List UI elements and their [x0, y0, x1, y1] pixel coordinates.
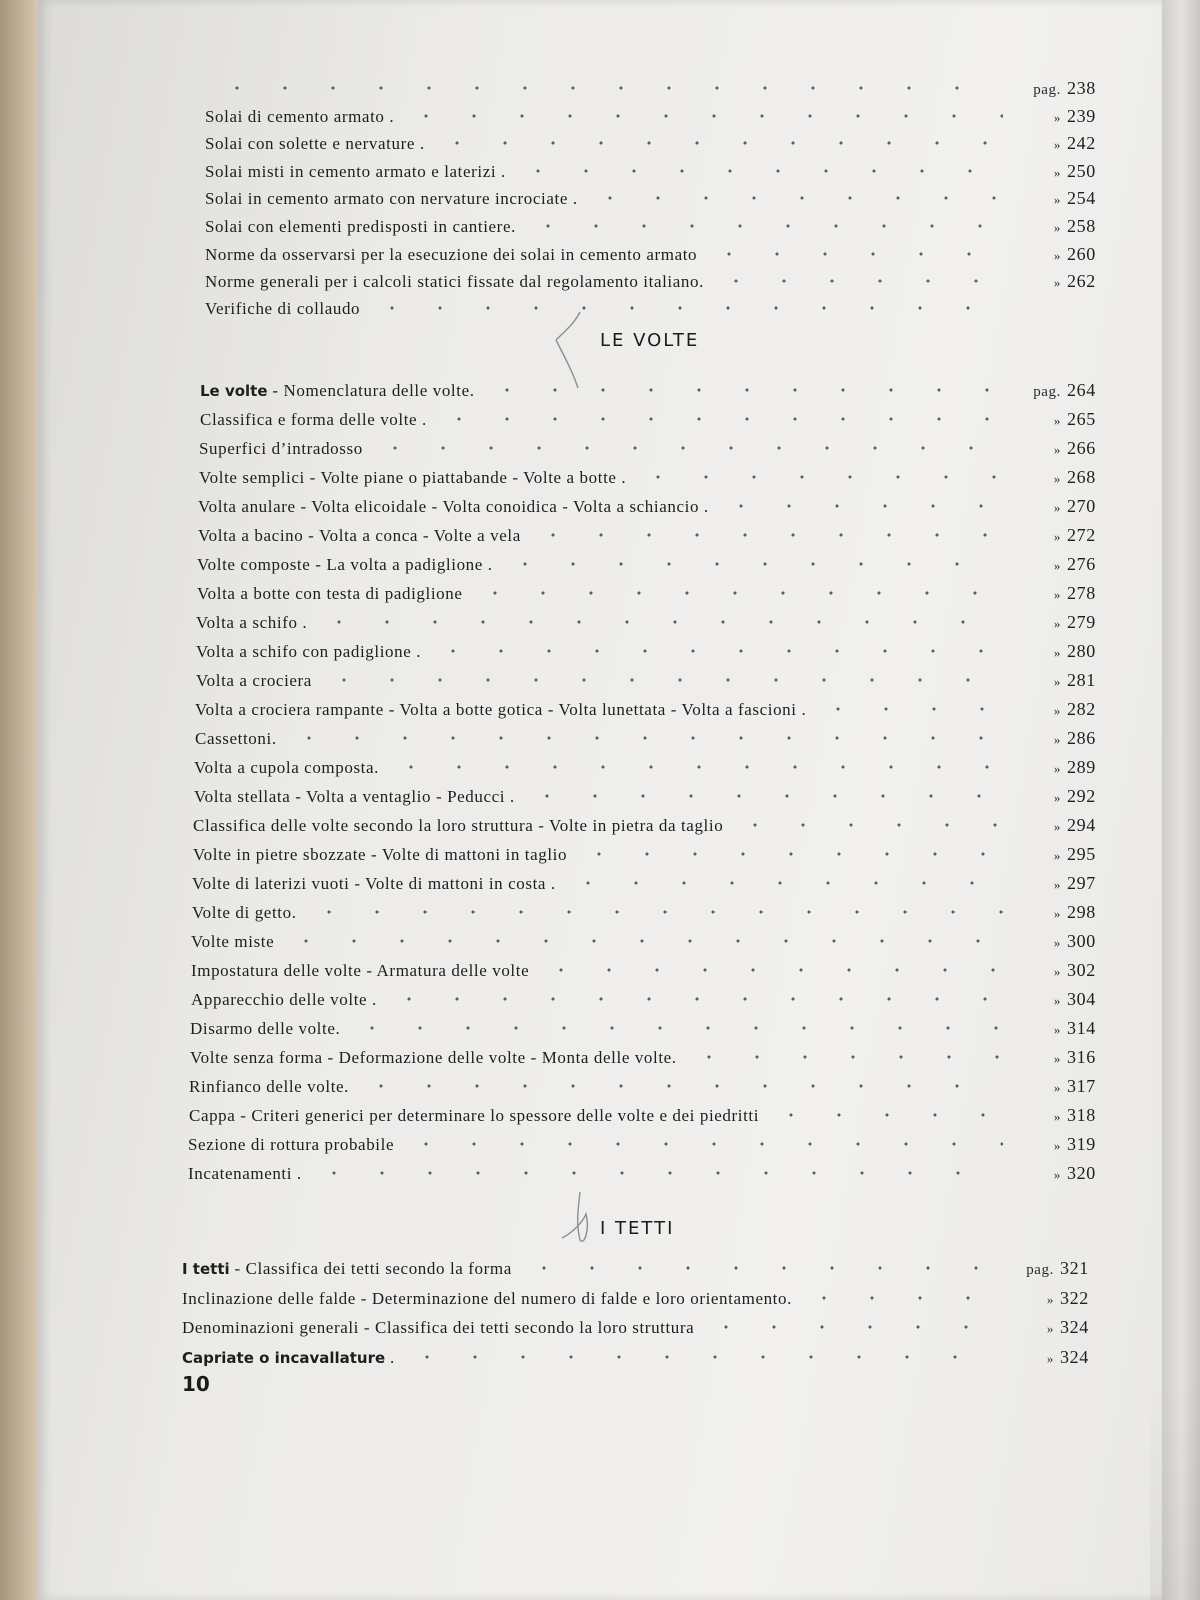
page-prefix: » [1053, 674, 1061, 689]
toc-entry-text: Cassettoni. [195, 729, 277, 748]
page-reference: 278 [1067, 583, 1096, 603]
page-reference: 304 [1067, 989, 1096, 1009]
page-reference: 258 [1067, 216, 1096, 236]
leader-dots [712, 278, 1003, 284]
toc-entry-text: Solai con solette e nervature . [205, 134, 425, 154]
toc-entry [200, 380, 1115, 408]
page-reference: 324 [1060, 1317, 1089, 1337]
toc-entry-title [189, 1077, 349, 1097]
page-reference: 324 [1060, 1346, 1089, 1367]
page-reference: 279 [1067, 612, 1096, 632]
toc-entry-title [199, 468, 626, 488]
page-prefix: » [1053, 137, 1061, 153]
page-prefix: » [1053, 109, 1061, 125]
toc-entry-title [182, 1289, 792, 1309]
toc-entry [196, 670, 1115, 698]
toc-entry [193, 815, 1115, 843]
toc-entry-title [194, 758, 379, 778]
toc-entry-title [197, 555, 493, 575]
toc-entry [205, 188, 1115, 216]
page-prefix: » [1053, 964, 1061, 979]
leader-dots [435, 416, 1003, 422]
toc-entry-text: Volte miste [191, 932, 275, 951]
toc-entry [182, 1288, 1108, 1316]
toc-entry-title [182, 1259, 512, 1279]
section-heading-i-tetti: I TETTI [600, 1218, 675, 1239]
page-prefix: » [1053, 164, 1061, 180]
page-reference: 242 [1067, 133, 1096, 154]
toc-entry-title [191, 932, 274, 952]
toc-entry-text: Norme da osservarsi per la esecuzione dei solai in cemento armato [205, 244, 698, 264]
page-prefix: » [1053, 732, 1061, 747]
leader-dots [685, 1054, 1003, 1060]
toc-entry-text: Apparecchio delle volte . [191, 990, 377, 1009]
leader-dots [524, 223, 1003, 229]
page-prefix: » [1053, 1138, 1061, 1153]
toc-entry [205, 271, 1115, 299]
toc-entry [197, 554, 1115, 582]
leader-dots [403, 1354, 996, 1360]
toc-entry [205, 133, 1115, 161]
leader-dots [717, 503, 1003, 509]
toc-entry [193, 844, 1115, 872]
toc-entry-text: Volta a crociera rampante - Volta a botte gotica - Volta lunettata - Volta a fascioni . [195, 700, 807, 719]
page-prefix: » [1053, 1080, 1061, 1095]
leader-dots [705, 251, 1003, 257]
toc-entry-title [205, 299, 360, 319]
page-reference: 297 [1067, 873, 1096, 893]
toc-entry-title [205, 107, 394, 127]
leader-dots [282, 938, 1003, 944]
page-reference: 318 [1067, 1105, 1096, 1125]
page-reference: 272 [1067, 525, 1096, 545]
toc-entry-title [196, 613, 307, 633]
page-prefix: » [1046, 1291, 1054, 1307]
page-prefix: » [1053, 848, 1061, 863]
page-reference: 266 [1067, 438, 1096, 458]
toc-entry-lead: I tetti [182, 1260, 230, 1278]
page-reference: 302 [1067, 960, 1096, 980]
page-prefix: » [1053, 1022, 1061, 1037]
toc-entry-text: Solai in cemento armato con nervature incrociate . [205, 189, 578, 209]
toc-entry-text: Volte di getto. [192, 903, 297, 922]
page-reference: 282 [1067, 699, 1096, 719]
leader-dots [387, 764, 1003, 770]
page-prefix: » [1053, 442, 1061, 457]
toc-entry [205, 78, 1115, 106]
page-reference: 262 [1067, 271, 1096, 292]
toc-entry-title [196, 642, 421, 662]
leader-dots [514, 168, 1003, 174]
toc-entry-text: Impostatura delle volte - Armatura delle volte [191, 961, 530, 980]
leader-dots [731, 822, 1003, 828]
page-reference: 289 [1067, 757, 1096, 777]
toc-entry [196, 612, 1115, 640]
toc-entry-text: Inclinazione delle falde - Determinazione del numero di falde e loro orientamento. [182, 1288, 792, 1308]
leader-dots [371, 445, 1003, 451]
toc-entry-text: Volte di laterizi vuoti - Volte di mattoni in costa . [192, 874, 556, 893]
leader-dots [305, 909, 1003, 915]
page-prefix: » [1053, 558, 1061, 573]
leader-dots [523, 793, 1003, 799]
toc-entry-text: Rinfianco delle volte. [189, 1077, 350, 1096]
page-prefix: » [1053, 413, 1061, 428]
page-reference: 322 [1060, 1287, 1089, 1308]
toc-entry [192, 873, 1115, 901]
toc-entry-text: . [385, 1347, 395, 1367]
toc-entry-title [194, 787, 515, 807]
leader-dots [800, 1295, 996, 1301]
toc-entry-text: Denominazioni generali - Classifica dei tetti secondo la loro struttura [182, 1318, 695, 1337]
leader-dots [320, 677, 1003, 683]
toc-entry-text: Volta anulare - Volta elicoidale - Volta conoidica - Volta a schiancio . [198, 497, 709, 516]
toc-entry-text: Volta a crociera [196, 671, 312, 690]
leader-dots [402, 1141, 1003, 1147]
page-prefix: » [1053, 906, 1061, 921]
leader-dots [537, 967, 1003, 973]
toc-entry-text: Verifiche di collaudo [205, 298, 361, 318]
toc-entry [199, 467, 1115, 495]
page-reference: 239 [1067, 105, 1096, 126]
page-reference: 260 [1067, 243, 1096, 264]
leader-dots [471, 590, 1004, 596]
page-reference: 300 [1067, 931, 1096, 951]
toc-entry-text: Volta a bacino - Volta a conca - Volte a vela [198, 526, 521, 545]
toc-entry-title [195, 729, 277, 749]
toc-entry [188, 1134, 1115, 1162]
page-prefix: » [1053, 1109, 1061, 1124]
toc-entry-title [192, 874, 556, 894]
page-reference: 286 [1067, 728, 1096, 748]
page-reference: 270 [1067, 496, 1096, 516]
leader-dots [529, 532, 1003, 538]
page-prefix: » [1046, 1321, 1054, 1336]
toc-entry [182, 1317, 1108, 1345]
toc-entry-title [205, 134, 425, 154]
toc-entry-text: Superfici d’intradosso [199, 439, 363, 458]
page-prefix: pag. [1033, 384, 1061, 400]
page-prefix: » [1053, 471, 1061, 486]
section-heading-le-volte: LE VOLTE [600, 330, 700, 351]
toc-entry-text: Solai misti in cemento armato e laterizi . [205, 161, 506, 181]
toc-entry-title [182, 1318, 694, 1338]
toc-entry-title [188, 1135, 394, 1155]
page-prefix: » [1053, 247, 1061, 263]
toc-entry-title [192, 903, 297, 923]
page-prefix: » [1053, 790, 1061, 805]
toc-entry [191, 989, 1115, 1017]
toc-entry-title [198, 526, 521, 546]
page-prefix: » [1053, 1167, 1061, 1182]
page-number: 10 [182, 1372, 210, 1396]
leader-dots [402, 113, 1003, 119]
toc-entry-title [191, 990, 377, 1010]
page-prefix: pag. [1033, 82, 1061, 98]
page-reference: 298 [1067, 902, 1096, 922]
page-prefix: » [1053, 935, 1061, 950]
page-reference: 321 [1060, 1258, 1089, 1278]
toc-entry-title [193, 845, 567, 865]
toc-entry [205, 299, 1115, 327]
page-reference: 314 [1067, 1018, 1096, 1038]
page-prefix: » [1053, 645, 1061, 660]
toc-entry-text: Classifica e forma delle volte . [200, 410, 427, 429]
toc-entry [197, 583, 1115, 611]
toc-entry-title [197, 584, 463, 604]
page-reference: 238 [1067, 78, 1096, 98]
toc-entry-title [195, 700, 806, 720]
page-prefix: » [1053, 275, 1061, 291]
toc-entry-text: Solai con elementi predisposti in cantiere. [205, 217, 516, 236]
page-reference: 280 [1067, 641, 1096, 661]
toc-entry [189, 1076, 1115, 1104]
page-reference: 264 [1067, 380, 1096, 400]
toc-entry-title [205, 217, 516, 237]
toc-entry [195, 699, 1115, 727]
toc-entry-text: Cappa - Criteri generici per determinare lo spessore delle volte e dei piedritti [189, 1106, 760, 1125]
page-reference: 292 [1067, 786, 1096, 806]
leader-dots [702, 1324, 996, 1330]
toc-entry-text: Sezione di rottura probabile [188, 1135, 395, 1154]
page-reference: 295 [1067, 844, 1096, 864]
leader-dots [483, 387, 1003, 393]
page-prefix: » [1053, 587, 1061, 602]
toc-entry-text: Volta a botte con testa di padiglione [197, 584, 463, 603]
toc-entry [192, 902, 1115, 930]
leader-dots [433, 140, 1003, 146]
leader-dots [348, 1025, 1003, 1031]
page-reference: 250 [1067, 160, 1096, 181]
toc-entry [195, 728, 1115, 756]
toc-entry-title [182, 1348, 395, 1368]
leader-dots [385, 996, 1003, 1002]
toc-entry-lead: Le volte [200, 382, 268, 400]
toc-entry-title [205, 245, 697, 265]
page-reference: 316 [1067, 1047, 1096, 1067]
page-reference: 317 [1067, 1076, 1096, 1096]
page-reference: 276 [1067, 554, 1096, 574]
toc-entry [191, 960, 1115, 988]
leader-dots [575, 851, 1003, 857]
toc-entry [205, 106, 1115, 134]
toc-entry [190, 1047, 1115, 1075]
leader-dots [285, 735, 1003, 741]
toc-entry-title [196, 671, 312, 691]
toc-entry-title [190, 1019, 340, 1039]
toc-entry-title [189, 1106, 759, 1126]
toc-entry [200, 409, 1115, 437]
page-prefix: » [1053, 192, 1061, 208]
page-prefix: » [1053, 993, 1061, 1008]
toc-entry-text: Volta stellata - Volta a ventaglio - Peducci . [194, 787, 515, 806]
leader-dots [634, 474, 1003, 480]
toc-entry-text: Volte semplici - Volte piane o piattabande - Volte a botte . [199, 468, 627, 487]
toc-entry-text: Volta a cupola composta. [194, 758, 379, 777]
page-prefix: » [1053, 529, 1061, 544]
toc-entry-title [190, 1048, 677, 1068]
toc-entry [182, 1258, 1108, 1286]
toc-entry [198, 525, 1115, 553]
page-prefix: » [1053, 500, 1061, 515]
leader-dots [564, 880, 1003, 886]
toc-entry-text: - Nomenclatura delle volte. [267, 381, 475, 400]
page-reference: 281 [1067, 670, 1096, 690]
toc-entry-text: Volta a schifo . [196, 613, 308, 632]
leader-dots [213, 85, 1003, 91]
toc-entry-text: Volte in pietre sbozzate - Volte di mattoni in taglio [193, 845, 568, 864]
page-prefix: » [1053, 616, 1061, 631]
toc-entry [205, 244, 1115, 272]
toc-entry [190, 1018, 1115, 1046]
leader-dots [814, 706, 1003, 712]
toc-entry-title [188, 1164, 302, 1184]
leader-dots [520, 1265, 996, 1271]
toc-entry [199, 438, 1115, 466]
toc-entry [196, 641, 1115, 669]
toc-entry-title [200, 410, 427, 430]
page-reference: 265 [1067, 409, 1096, 429]
toc-entry-title [200, 381, 475, 401]
toc-entry-text: Solai di cemento armato . [205, 106, 395, 126]
toc-entry-text: Volte senza forma - Deformazione delle volte - Monta delle volte. [190, 1048, 677, 1067]
toc-entry [189, 1105, 1115, 1133]
page-reference: 319 [1067, 1134, 1096, 1154]
toc-entry-text: - Classifica dei tetti secondo la forma [229, 1259, 512, 1278]
toc-entry-text: Volta a schifo con padiglione . [196, 642, 422, 661]
toc-entry [205, 161, 1115, 189]
toc-entry-text: Volte composte - La volta a padiglione . [197, 555, 493, 574]
page-prefix: » [1053, 1051, 1061, 1066]
toc-entry-title [205, 272, 704, 292]
page-prefix: » [1053, 877, 1061, 892]
toc-entry-title [191, 961, 529, 981]
toc-entry [194, 757, 1115, 785]
leader-dots [501, 561, 1003, 567]
leader-dots [368, 305, 1003, 311]
toc-entry [182, 1347, 1108, 1375]
toc-entry-text: Classifica delle volte secondo la loro struttura - Volte in pietra da taglio [193, 816, 724, 835]
toc-entry [188, 1163, 1115, 1191]
page-prefix: » [1053, 703, 1061, 718]
leader-dots [429, 648, 1003, 654]
page-prefix: » [1046, 1350, 1054, 1366]
toc-entry-text: Norme generali per i calcoli statici fissate dal regolamento italiano. [205, 272, 704, 292]
page-reference: 320 [1067, 1163, 1096, 1183]
toc-entry-title [198, 497, 709, 517]
toc-entry-text: Disarmo delle volte. [190, 1019, 341, 1038]
toc-entry-title [205, 189, 578, 209]
leader-dots [310, 1170, 1003, 1176]
toc-entry-title [205, 162, 506, 182]
page-prefix: pag. [1026, 1262, 1054, 1278]
toc-entry-title [199, 439, 363, 459]
page-prefix: » [1053, 220, 1061, 235]
toc-entry [191, 931, 1115, 959]
page-prefix: » [1053, 761, 1061, 776]
toc-entry-text: Incatenamenti . [188, 1164, 302, 1183]
leader-dots [767, 1112, 1003, 1118]
toc-entry [194, 786, 1115, 814]
page-reference: 254 [1067, 188, 1096, 209]
page-prefix: » [1053, 819, 1061, 834]
toc-entry [205, 216, 1115, 244]
leader-dots [315, 619, 1003, 625]
page-reference: 294 [1067, 815, 1096, 835]
toc-entry [198, 496, 1115, 524]
page-reference: 268 [1067, 467, 1096, 487]
leader-dots [586, 195, 1003, 201]
toc-entry-bold-title: Capriate o incavallature [182, 1348, 386, 1367]
leader-dots [357, 1083, 1003, 1089]
toc-entry-title [193, 816, 723, 836]
